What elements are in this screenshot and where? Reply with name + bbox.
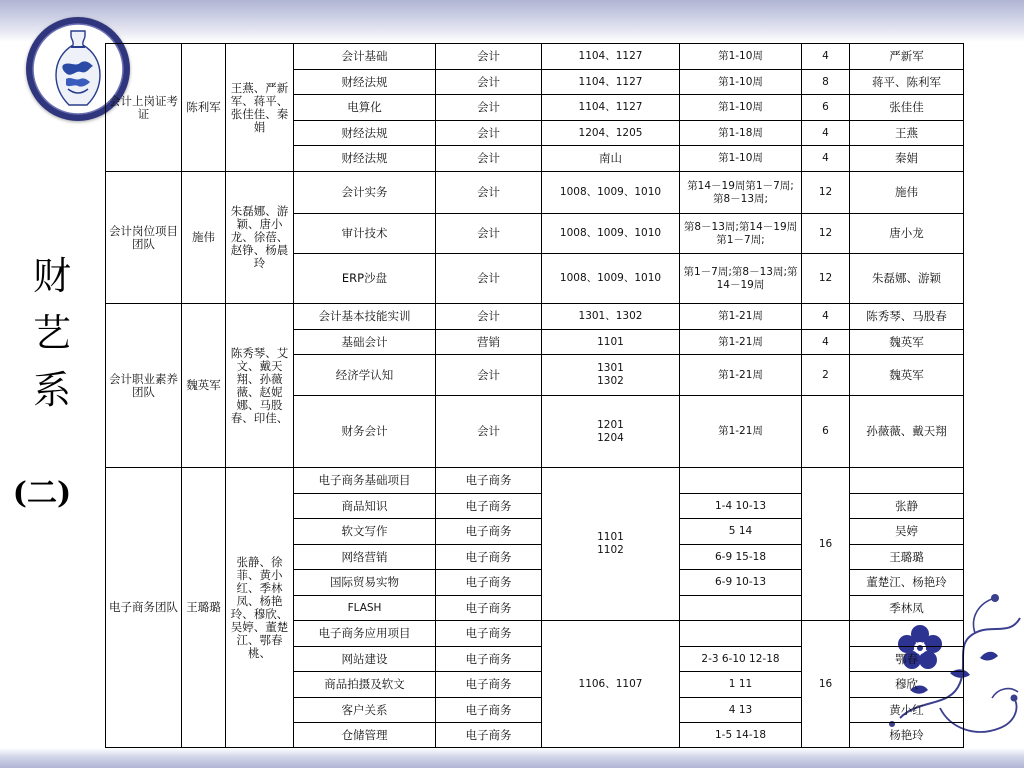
course-major: 会计 [436,355,542,396]
course-weeks: 第1-10周 [680,70,802,95]
course-weeks: 5 14 [680,519,802,545]
course-major: 会计 [436,121,542,146]
course-major: 电子商务 [436,647,542,672]
table-row [106,172,964,214]
course-weeks: 第14－19周第1－7周;第8－13周; [680,172,802,214]
course-teacher: 穆欣 [850,672,964,698]
team-members: 王燕、严新军、蒋平、张佳佳、秦娟 [226,44,294,172]
course-major: 电子商务 [436,494,542,519]
course-teacher: 孙薇薇、戴天翔 [850,396,964,468]
course-classes: 1104、1127 [542,44,680,70]
course-teacher: 陈秀琴、马股春 [850,304,964,330]
course-hours: 4 [802,330,850,355]
course-classes: 1104、1127 [542,70,680,95]
course-name: 商品知识 [294,494,436,519]
team-members: 陈秀琴、艾文、戴天翔、孙薇薇、赵妮娜、马股春、印佳、 [226,304,294,468]
course-weeks: 1 11 [680,672,802,698]
course-major: 电子商务 [436,570,542,596]
course-major: 会计 [436,95,542,121]
course-major: 电子商务 [436,672,542,698]
course-classes: 1008、1009、1010 [542,254,680,304]
course-hours: 4 [802,304,850,330]
course-teacher: 董楚江、杨艳玲 [850,570,964,596]
course-classes: 1101 1102 [542,468,680,621]
course-hours: 12 [802,172,850,214]
course-classes: 1101 [542,330,680,355]
course-name: 电子商务应用项目 [294,621,436,647]
course-weeks: 2-3 6-10 12-18 [680,647,802,672]
course-teacher: 王璐璐 [850,545,964,570]
course-weeks: 第1-21周 [680,355,802,396]
title-char: 财 [32,254,71,298]
course-major: 会计 [436,172,542,214]
course-major: 电子商务 [436,519,542,545]
course-name: 会计基础 [294,44,436,70]
course-weeks: 第1-21周 [680,330,802,355]
course-classes: 南山 [542,146,680,172]
course-major: 会计 [436,304,542,330]
team-leader: 王璐璐 [182,468,226,748]
course-weeks: 4 13 [680,698,802,723]
course-classes: 1201 1204 [542,396,680,468]
bottom-banner [0,748,1024,768]
team-name: 会计上岗证考证 [106,44,182,172]
course-hours: 8 [802,70,850,95]
course-classes: 1106、1107 [542,621,680,748]
team-schedule-table [105,43,964,748]
course-teacher: 秦娟 [850,146,964,172]
course-name: 国际贸易实物 [294,570,436,596]
team-name: 电子商务团队 [106,468,182,748]
course-hours: 4 [802,44,850,70]
course-weeks [680,468,802,494]
course-name: 财经法规 [294,146,436,172]
course-weeks: 第1－7周;第8－13周;第14－19周 [680,254,802,304]
course-major: 会计 [436,146,542,172]
course-name: 会计实务 [294,172,436,214]
course-teacher [850,621,964,647]
team-leader: 施伟 [182,172,226,304]
course-name: 客户关系 [294,698,436,723]
course-classes: 1104、1127 [542,95,680,121]
course-weeks [680,596,802,621]
course-classes: 1204、1205 [542,121,680,146]
course-major: 会计 [436,44,542,70]
course-name: 审计技术 [294,214,436,254]
course-name: 电算化 [294,95,436,121]
course-hours: 4 [802,146,850,172]
course-classes: 1301、1302 [542,304,680,330]
department-title [0,248,104,419]
course-name: FLASH [294,596,436,621]
course-teacher: 唐小龙 [850,214,964,254]
title-char: 艺 [32,311,71,355]
course-name: 网络营销 [294,545,436,570]
course-weeks [680,621,802,647]
course-weeks: 6-9 10-13 [680,570,802,596]
course-teacher: 杨艳玲 [850,723,964,748]
course-name: 财务会计 [294,396,436,468]
course-weeks: 第1-10周 [680,146,802,172]
table-row [106,44,964,70]
course-hours: 6 [802,95,850,121]
course-classes: 1301 1302 [542,355,680,396]
course-major: 电子商务 [436,698,542,723]
course-teacher: 严新军 [850,44,964,70]
course-name: 会计基本技能实训 [294,304,436,330]
course-name: 商品拍摄及软文 [294,672,436,698]
course-hours: 12 [802,214,850,254]
course-classes: 1008、1009、1010 [542,172,680,214]
team-members: 张静、徐菲、黄小红、季林凤、杨艳玲、穆欣、吴婷、董楚江、鄂春桃、 [226,468,294,748]
course-hours: 2 [802,355,850,396]
team-members: 朱磊娜、游颖、唐小龙、徐蓓、赵铮、杨晨玲 [226,172,294,304]
course-classes: 1008、1009、1010 [542,214,680,254]
team-name: 会计职业素养团队 [106,304,182,468]
course-teacher: 鄂春 [850,647,964,672]
course-major: 电子商务 [436,545,542,570]
course-name: 仓储管理 [294,723,436,748]
course-major: 电子商务 [436,596,542,621]
course-teacher: 王燕 [850,121,964,146]
course-weeks: 6-9 15-18 [680,545,802,570]
table-row [106,304,964,330]
course-hours: 6 [802,396,850,468]
course-teacher: 魏英军 [850,330,964,355]
course-name: 财经法规 [294,121,436,146]
course-name: ERP沙盘 [294,254,436,304]
course-major: 营销 [436,330,542,355]
course-hours: 4 [802,121,850,146]
course-major: 会计 [436,70,542,95]
course-hours: 12 [802,254,850,304]
course-weeks: 第1-10周 [680,44,802,70]
course-teacher [850,468,964,494]
course-major: 会计 [436,214,542,254]
table-row [106,468,964,494]
course-major: 电子商务 [436,621,542,647]
course-teacher: 魏英军 [850,355,964,396]
course-name: 财经法规 [294,70,436,95]
course-weeks: 第1-18周 [680,121,802,146]
course-weeks: 1-5 14-18 [680,723,802,748]
course-name: 经济学认知 [294,355,436,396]
course-teacher: 蒋平、陈利军 [850,70,964,95]
course-major: 会计 [436,254,542,304]
course-teacher: 季林凤 [850,596,964,621]
course-weeks: 第1-21周 [680,396,802,468]
course-teacher: 朱磊娜、游颖 [850,254,964,304]
team-name: 会计岗位项目团队 [106,172,182,304]
course-major: 电子商务 [436,468,542,494]
course-hours: 16 [802,621,850,748]
course-teacher: 黄小红 [850,698,964,723]
top-banner [0,0,1024,42]
course-name: 电子商务基础项目 [294,468,436,494]
course-teacher: 张佳佳 [850,95,964,121]
course-weeks: 第1-10周 [680,95,802,121]
course-teacher: 施伟 [850,172,964,214]
course-name: 基础会计 [294,330,436,355]
team-leader: 魏英军 [182,304,226,468]
course-hours: 16 [802,468,850,621]
course-teacher: 吴婷 [850,519,964,545]
course-name: 网站建设 [294,647,436,672]
course-major: 电子商务 [436,723,542,748]
course-name: 软文写作 [294,519,436,545]
title-char: 系 [32,368,71,412]
department-subtitle: (二) [12,476,72,511]
team-leader: 陈利军 [182,44,226,172]
course-weeks: 第1-21周 [680,304,802,330]
course-weeks: 第8－13周;第14－19周第1－7周; [680,214,802,254]
course-teacher: 张静 [850,494,964,519]
course-major: 会计 [436,396,542,468]
course-weeks: 1-4 10-13 [680,494,802,519]
